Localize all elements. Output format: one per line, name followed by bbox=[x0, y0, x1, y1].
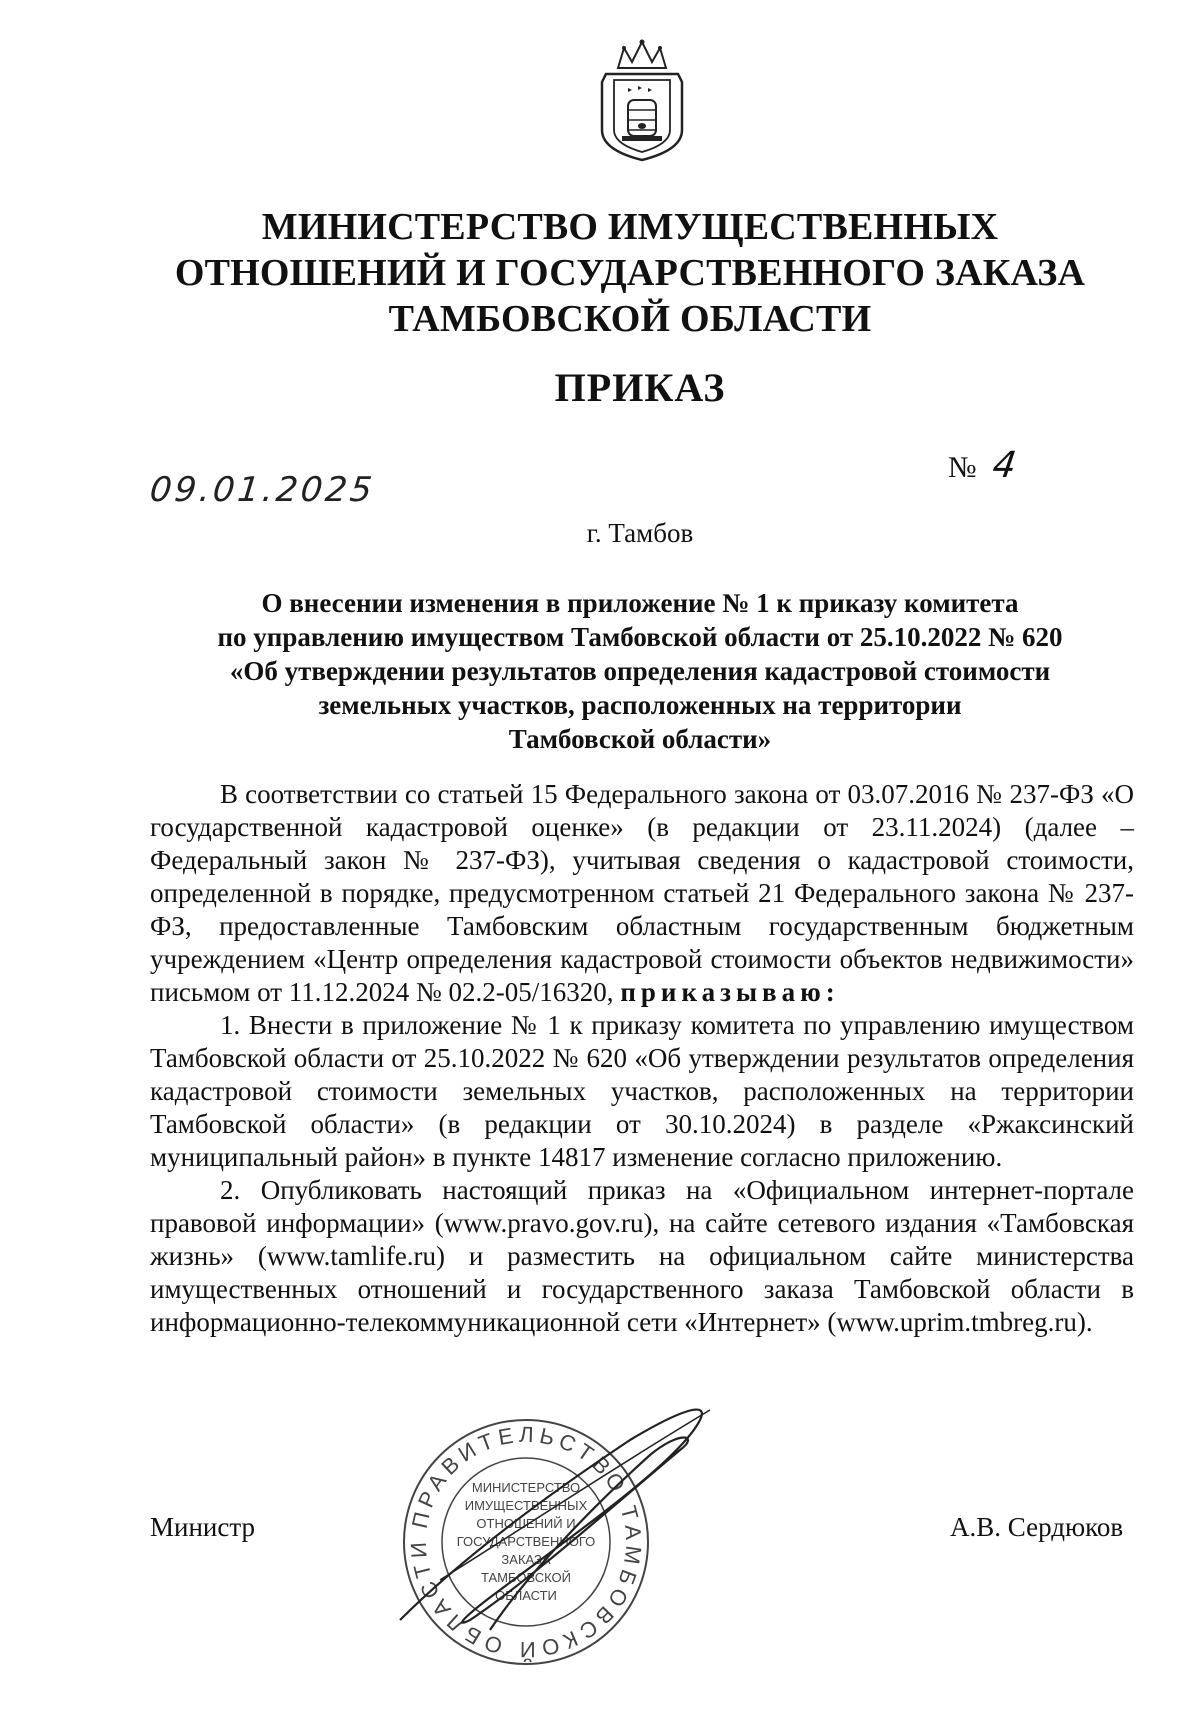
subject-line4: земельных участков, расположенных на территории bbox=[318, 690, 962, 720]
order-date: 09.01.2025 bbox=[147, 470, 377, 510]
item-2-paragraph: 2. Опубликовать настоящий приказ на «Официальном интернет-портале правовой информации» (www.pravo.gov.ru), на сайте сетевого издания «Тамбовская жизнь» (www.tamlife.ru) и разместить на официальном сайте министерства имущественных отношений и государственного заказа Тамбовской области в информационно-телекоммуникационной сети «Интернет» (www.uprim.tmbreg.ru). bbox=[150, 1175, 1134, 1337]
item-1-paragraph: 1. Внести в приложение № 1 к приказу комитета по управлению имуществом Тамбовской области от 25.10.2022 № 620 «Об утверждении результатов определения кадастровой стоимости земельных участков, расположенных на территории Тамбовской области» (в редакции от 30.10.2024) в разделе «Ржаксинский муниципальный район» в пункте 14817 изменение согласно приложению. bbox=[150, 1010, 1134, 1172]
stamp-ring-text: ПРАВИТЕЛЬСТВО ТАМБОВСКОЙ ОБЛАСТИ bbox=[405, 1421, 647, 1663]
signer-name: А.В. Сердюков bbox=[950, 1512, 1124, 1542]
ministry-header bbox=[120, 204, 1140, 342]
number-sign: № bbox=[948, 451, 977, 484]
ministry-header-line3: ТАМБОВСКОЙ ОБЛАСТИ bbox=[388, 298, 872, 340]
order-number bbox=[948, 445, 1019, 486]
stamp-line: ГОСУДАРСТВЕННОГО bbox=[456, 1534, 596, 1549]
number-value: 4 bbox=[989, 445, 1019, 486]
stamp-line: ТАМБОВСКОЙ bbox=[480, 1570, 572, 1585]
order-title: ПРИКАЗ bbox=[554, 365, 726, 410]
signer-position: Министр bbox=[150, 1512, 255, 1542]
handwritten-signature bbox=[380, 1380, 740, 1680]
preamble-paragraph bbox=[150, 778, 1134, 1009]
stamp-line: ОБЛАСТИ bbox=[495, 1588, 557, 1603]
subject-line3: «Об утверждении результатов определения кадастровой стоимости bbox=[229, 656, 1051, 686]
stamp-line: ЗАКАЗА bbox=[501, 1552, 551, 1567]
subject-line5: Тамбовской области» bbox=[508, 724, 772, 754]
order-body bbox=[150, 778, 1134, 1339]
subject-line1: О внесении изменения в приложение № 1 к приказу комитета bbox=[261, 588, 1019, 618]
preamble-text: В соответствии со статьей 15 Федерального закона от 03.07.2016 № 237-ФЗ «О государственной кадастровой оценке» (в редакции от 23.11.2024) (далее – Федеральный закон № 237-ФЗ), учитывая сведения о кадастровой стоимости, определенной в порядке, предусмотренном статьей 21 Федерального закона № 237-ФЗ, предоставленные Тамбовским областным государственным бюджетным учреждением «Центр определения кадастровой стоимости объектов недвижимости» письмом от 11.12.2024 № 02.2-05/16320, bbox=[150, 779, 1134, 1007]
stamp-line: ИМУЩЕСТВЕННЫХ bbox=[464, 1498, 588, 1513]
subject-line2: по управлению имуществом Тамбовской области от 25.10.2022 № 620 bbox=[217, 622, 1063, 652]
stamp-line: МИНИСТЕРСТВО bbox=[471, 1480, 581, 1495]
order-subject bbox=[160, 586, 1120, 756]
stamp-line: ОТНОШЕНИЙ И bbox=[476, 1516, 576, 1531]
tambov-coat-of-arms-icon bbox=[588, 38, 696, 164]
ministry-header-line1: МИНИСТЕРСТВО ИМУЩЕСТВЕННЫХ bbox=[261, 206, 999, 248]
city: г. Тамбов bbox=[586, 518, 694, 548]
ministry-header-line2: ОТНОШЕНИЙ И ГОСУДАРСТВЕННОГО ЗАКАЗА bbox=[174, 252, 1086, 294]
order-word: приказываю: bbox=[620, 977, 840, 1007]
